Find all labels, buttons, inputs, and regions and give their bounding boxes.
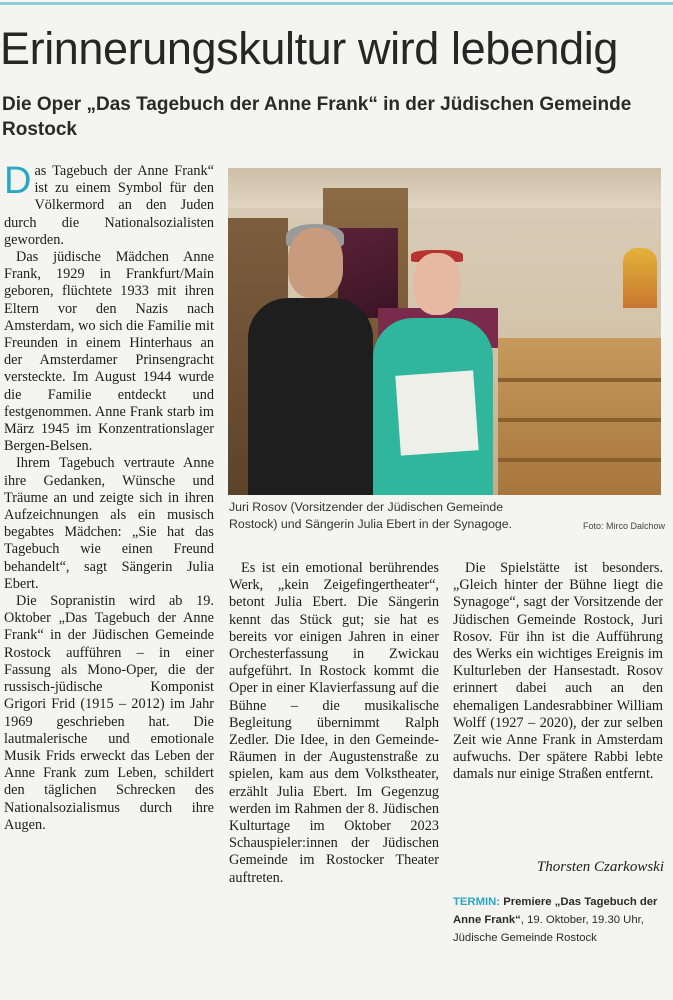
author-byline: Thorsten Czarkowski	[536, 859, 664, 875]
article-column-2	[229, 560, 439, 970]
article-photo	[228, 168, 661, 495]
termin-details: , 19. Oktober, 19.30 Uhr, Jüdische Gemeinde Rostock	[453, 914, 644, 944]
paragraph: Ihrem Tagebuch vertraute Anne ihre Gedanken, Wünsche und Träume an und zeigte sich in ihren Aufzeichnungen als ein musisch begabtes Mädchen: „Sie hat das Tagebuch wie einen Freund behandelt“, sagt Sängerin Julia Ebert.	[4, 455, 214, 592]
score-folder	[395, 370, 478, 455]
paragraph: Es ist ein emotional berührendes Werk, „kein Zeigefingertheater“, betont Julia Ebert. Die Sängerin kennt das Stück gut; sie hat es bereits vor einigen Jahren in einer Orchesterfassung in Zwickau aufgeführt. In Rostock kommt die Oper in einer Klavierfassung auf die Bühne – die musikalische Begleitung übernimmt Ralph Zedler. Die Idee, in den Gemeinde-Räumen in der Augustenstraße zu spielen, kam aus dem Volkstheater, erzählt Julia Ebert. Im Gegenzug werden im Rahmen der 8. Jüdischen Kulturtage im Oktober 2023 Schauspieler:innen der Jüdischen Gemeinde im Rostocker Theater auftreten.	[229, 560, 439, 886]
paragraph: Das jüdische Mädchen Anne Frank, 1929 in Frankfurt/Main geboren, flüchtete 1933 mit ihren Eltern vor den Nazis nach Amsterdam, wo sich die Familie mit Freunden in einem Hinterhaus an der Amsterdamer Prinsengracht versteckte. Im August 1944 wurde die Familie entdeckt und festgenommen. Anne Frank starb im März 1945 im Konzentrationslager Bergen-Belsen.	[4, 249, 214, 455]
article-column-3	[453, 560, 663, 860]
photo-caption: Juri Rosov (Vorsitzender der Jüdischen Gemeinde Rostock) und Sängerin Julia Ebert in der Synagoge.	[229, 500, 512, 531]
headline: Erinnerungskultur wird lebendig	[0, 23, 618, 74]
dropcap: D	[4, 160, 32, 202]
subheadline: Die Oper „Das Tagebuch der Anne Frank“ in der Jüdischen Gemeinde Rostock	[2, 94, 632, 140]
termin-event: Premiere „Das Tagebuch der Anne Frank“	[453, 896, 658, 926]
top-rule	[0, 2, 673, 5]
article-column-1	[4, 160, 214, 963]
paragraph: Die Spielstätte ist besonders. „Gleich hinter der Bühne liegt die Synagoge“, sagt der Vorsitzende der Jüdischen Gemeinde Rostock, Juri Rosov. Für ihn ist die Aufführung des Werks ein wichtiges Ereignis im Kulturleben der Hansestadt. Rosov erinnert dabei auch an den ehemaligen Landesrabbiner William Wolff (1927 – 2020), der zur selben Zeit wie Anne Frank in Amsterdam aufwuchs. Der spätere Rabbi lebte damals nur einige Straßen entfernt.	[453, 560, 663, 783]
paragraph: as Tagebuch der Anne Frank“ ist zu einem Symbol für den Völkermord an den Juden durch die Nationalsozialisten geworden.	[4, 163, 214, 248]
termin-label: TERMIN:	[453, 896, 501, 908]
person-juri-rosov	[248, 298, 373, 495]
photo-credit: Foto: Mirco Dalchow	[583, 521, 666, 531]
event-info	[453, 893, 668, 947]
paragraph: Die Sopranistin wird ab 19. Oktober „Das Tagebuch der Anne Frank“ in der Jüdischen Gemeinde Rostock aufführen – in einer Fassung als Mono-Oper, die der russisch-jüdische Komponist Grigori Frid (1915 – 2012) im Jahr 1969 geschrieben hat. Die lautmalerische und emotionale Musik Frids erweckt das Leben der Anne Frank zum Leben, schildert den täglichen Schrecken des Nationalsozialismus durch ihre Augen.	[4, 593, 214, 833]
